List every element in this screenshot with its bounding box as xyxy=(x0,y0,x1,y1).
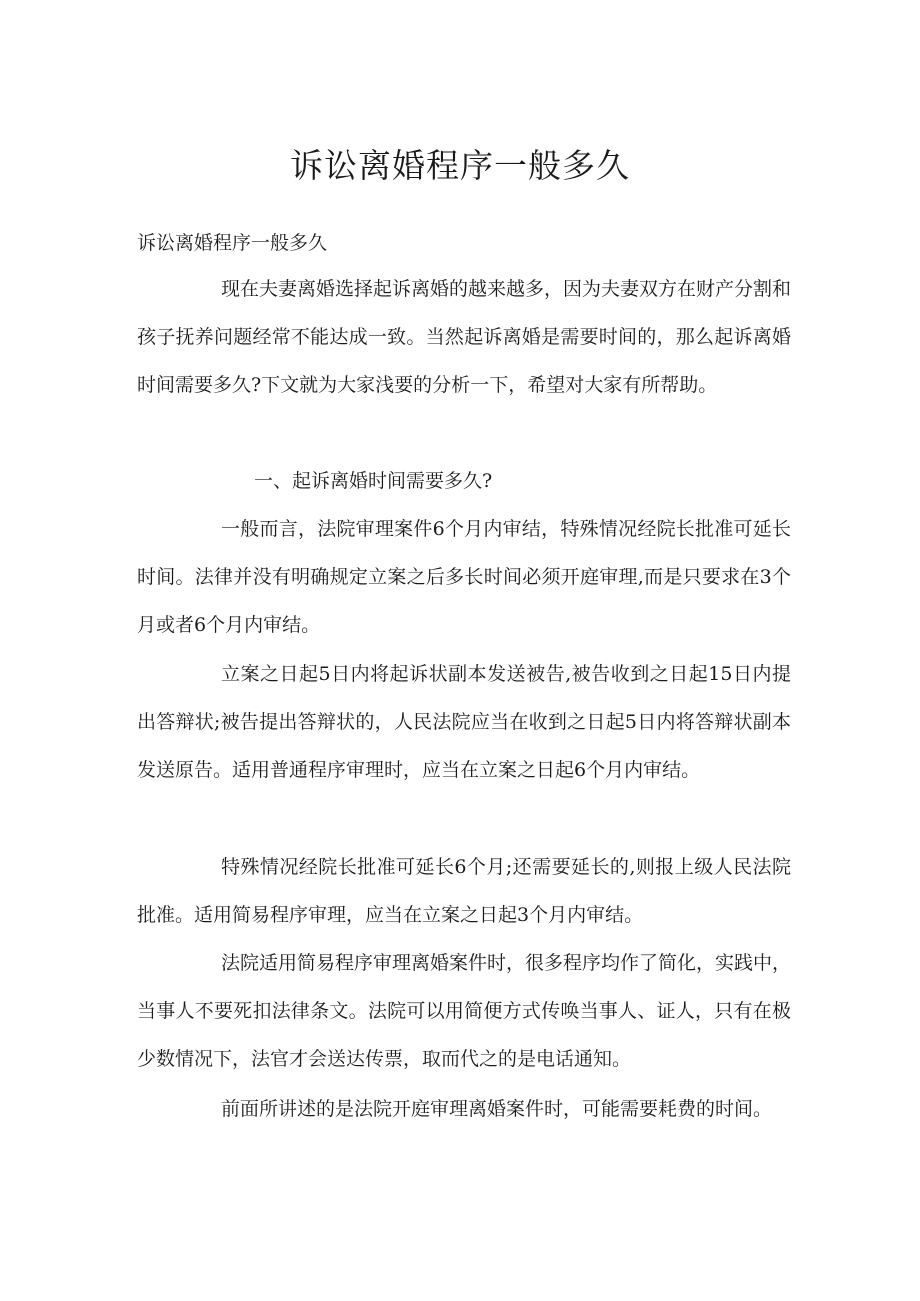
document-subtitle: 诉讼离婚程序一般多久 xyxy=(137,232,328,254)
paragraph-filing: 立案之日起5日内将起诉状副本发送被告,被告收到之日起15日内提出答辩状;被告提出答辩状的，人民法院应当在收到之日起5日内将答辩状副本发送原告。适用普通程序审理时，应当在立案之日起6个月内审结。 xyxy=(137,663,791,781)
paragraph-timeframe: 一般而言，法院审理案件6个月内审结，特殊情况经院长批准可延长时间。法律并没有明确规定立案之后多长时间必须开庭审理,而是只要求在3个月或者6个月内审结。 xyxy=(137,518,791,636)
section-heading: 一、起诉离婚时间需要多久? xyxy=(254,470,493,492)
paragraph-intro: 现在夫妻离婚选择起诉离婚的越来越多，因为夫妻双方在财产分割和孩子抚养问题经常不能达成一致。当然起诉离婚是需要时间的，那么起诉离婚时间需要多久?下文就为大家浅要的分析一下，希望对大家有所帮助。 xyxy=(137,278,792,396)
paragraph-simplified: 法院适用简易程序审理离婚案件时，很多程序均作了简化，实践中，当事人不要死扣法律条文。法院可以用简便方式传唤当事人、证人，只有在极少数情况下，法官才会送达传票，取而代之的是电话通知。 xyxy=(137,952,792,1070)
paragraph-summary: 前面所讲述的是法院开庭审理离婚案件时，可能需要耗费的时间。 xyxy=(221,1098,773,1120)
paragraph-extension: 特殊情况经院长批准可延长6个月;还需要延长的,则报上级人民法院批准。适用简易程序审理，应当在立案之日起3个月内审结。 xyxy=(137,856,791,926)
document-title: 诉讼离婚程序一般多久 xyxy=(290,146,630,185)
